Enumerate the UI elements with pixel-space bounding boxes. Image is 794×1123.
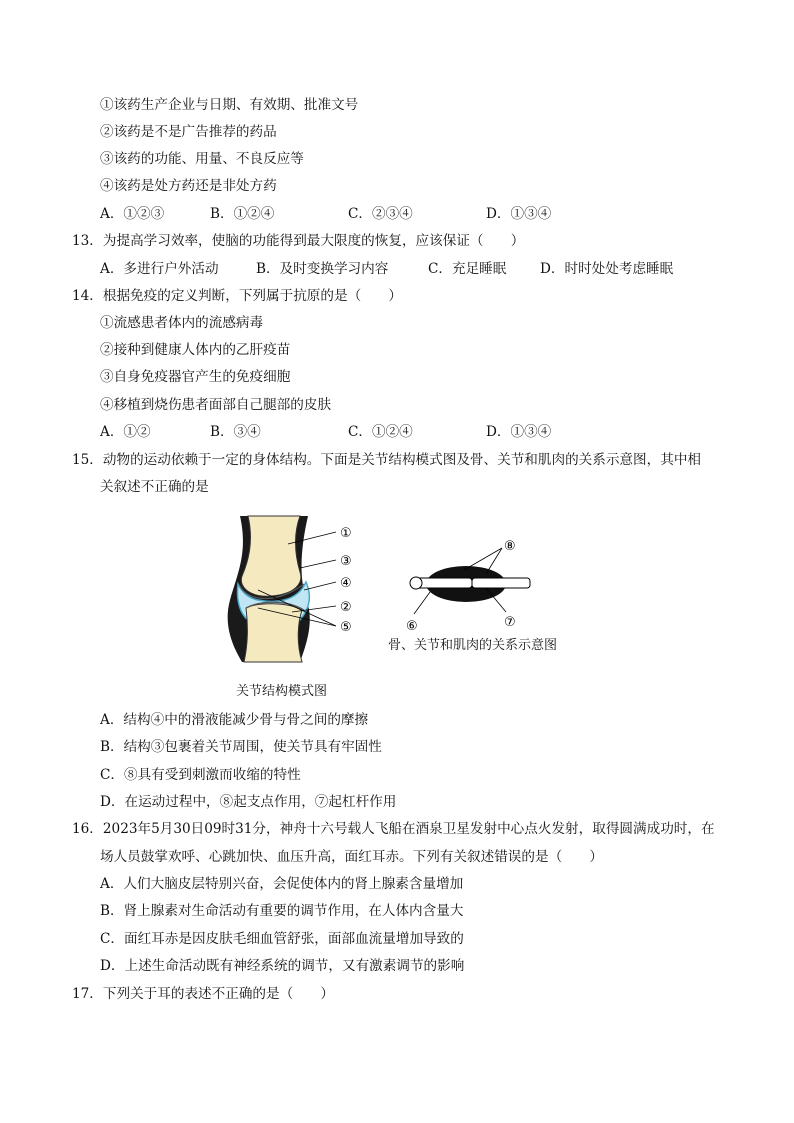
q13-option-d: D．时时处处考虑睡眠 [540,261,674,277]
q12-option-b: B．①②④ [210,206,275,222]
q16-option-d: D．上述生命活动既有神经系统的调节，又有激素调节的影响 [100,958,465,974]
q12-option-a: A．①②③ [100,206,165,222]
q14-option-a: A．①② [100,424,151,440]
q15-option-d: D．在运动过程中，⑧起支点作用，⑦起杠杆作用 [100,794,397,810]
q12-option-c: C．②③④ [348,206,413,222]
q16-stem-line-1: 16．2023年5月30日09时31分，神舟十六号载人飞船在酒泉卫星发射中心点火发射，取得圆满成功时，在 [72,821,715,837]
muscle-label-7: ⑦ [504,615,516,630]
right-bone-shape [472,578,530,588]
q14-item-2: ②接种到健康人体内的乙肝疫苗 [100,342,291,358]
q12-item-2: ②该药是不是广告推荐的药品 [100,124,277,140]
q13-stem: 13．为提高学习效率，使脑的功能得到最大限度的恢复，应该保证（ ） [72,233,525,249]
q12-item-4: ④该药是处方药还是非处方药 [100,178,277,194]
q16-option-c: C．面红耳赤是因皮肤毛细血管舒张，面部血流量增加导致的 [100,931,464,947]
q13-option-a: A．多进行户外活动 [100,261,219,277]
q14-option-b: B．③④ [210,424,261,440]
q14-item-3: ③自身免疫器官产生的免疫细胞 [100,369,291,385]
muscle-label-6: ⑥ [406,619,418,632]
q15-option-b: B．结构③包裹着关节周围，使关节具有牢固性 [100,739,382,755]
muscle-diagram-caption: 骨、关节和肌肉的关系示意图 [388,638,558,653]
q13-option-b: B．及时变换学习内容 [256,261,389,277]
q14-item-4: ④移植到烧伤患者面部自己腿部的皮肤 [100,397,332,413]
q15-option-c: C．⑧具有受到刺激而收缩的特性 [100,767,301,783]
joint-label-4: ④ [340,576,352,591]
q16-stem-line-2: 场人员鼓掌欢呼、心跳加快、血压升高，面红耳赤。下列有关叙述错误的是（ ） [100,849,603,865]
lower-bone-shape [244,604,302,662]
joint-label-1: ① [340,526,352,541]
q14-item-1: ①流感患者体内的流感病毒 [100,315,264,331]
q15-stem-line-2: 关叙述不正确的是 [100,479,209,495]
bone-muscle-diagram [406,536,536,632]
q14-option-c: C．①②④ [348,424,413,440]
upper-bone-shape [241,516,301,596]
muscle-label-8: ⑧ [504,539,516,554]
q14-stem: 14．根据免疫的定义判断，下列属于抗原的是（ ） [72,288,402,304]
q16-option-a: A．人们大脑皮层特别兴奋，会促使体内的肾上腺素含量增加 [100,876,464,892]
q14-option-d: D．①③④ [486,424,552,440]
q15-option-a: A．结构④中的滑液能减少骨与骨之间的摩擦 [100,712,369,728]
q17-stem: 17．下列关于耳的表述不正确的是（ ） [72,986,334,1002]
joint-label-2: ② [340,600,352,615]
joint-structure-diagram [218,512,368,664]
q13-option-c: C．充足睡眠 [428,261,507,277]
q15-stem-line-1: 15．动物的运动依赖于一定的身体结构。下面是关节结构模式图及骨、关节和肌肉的关系示意图，其中相 [72,452,702,468]
q12-item-3: ③该药的功能、用量、不良反应等 [100,151,304,167]
joint-diagram-caption: 关节结构模式图 [236,684,328,699]
joint-label-5: ⑤ [340,620,352,635]
q12-item-1: ①该药生产企业与日期、有效期、批准文号 [100,97,359,113]
q12-option-d: D．①③④ [486,206,552,222]
joint-label-3: ③ [340,554,352,569]
q16-option-b: B．肾上腺素对生命活动有重要的调节作用，在人体内含量大 [100,903,464,919]
